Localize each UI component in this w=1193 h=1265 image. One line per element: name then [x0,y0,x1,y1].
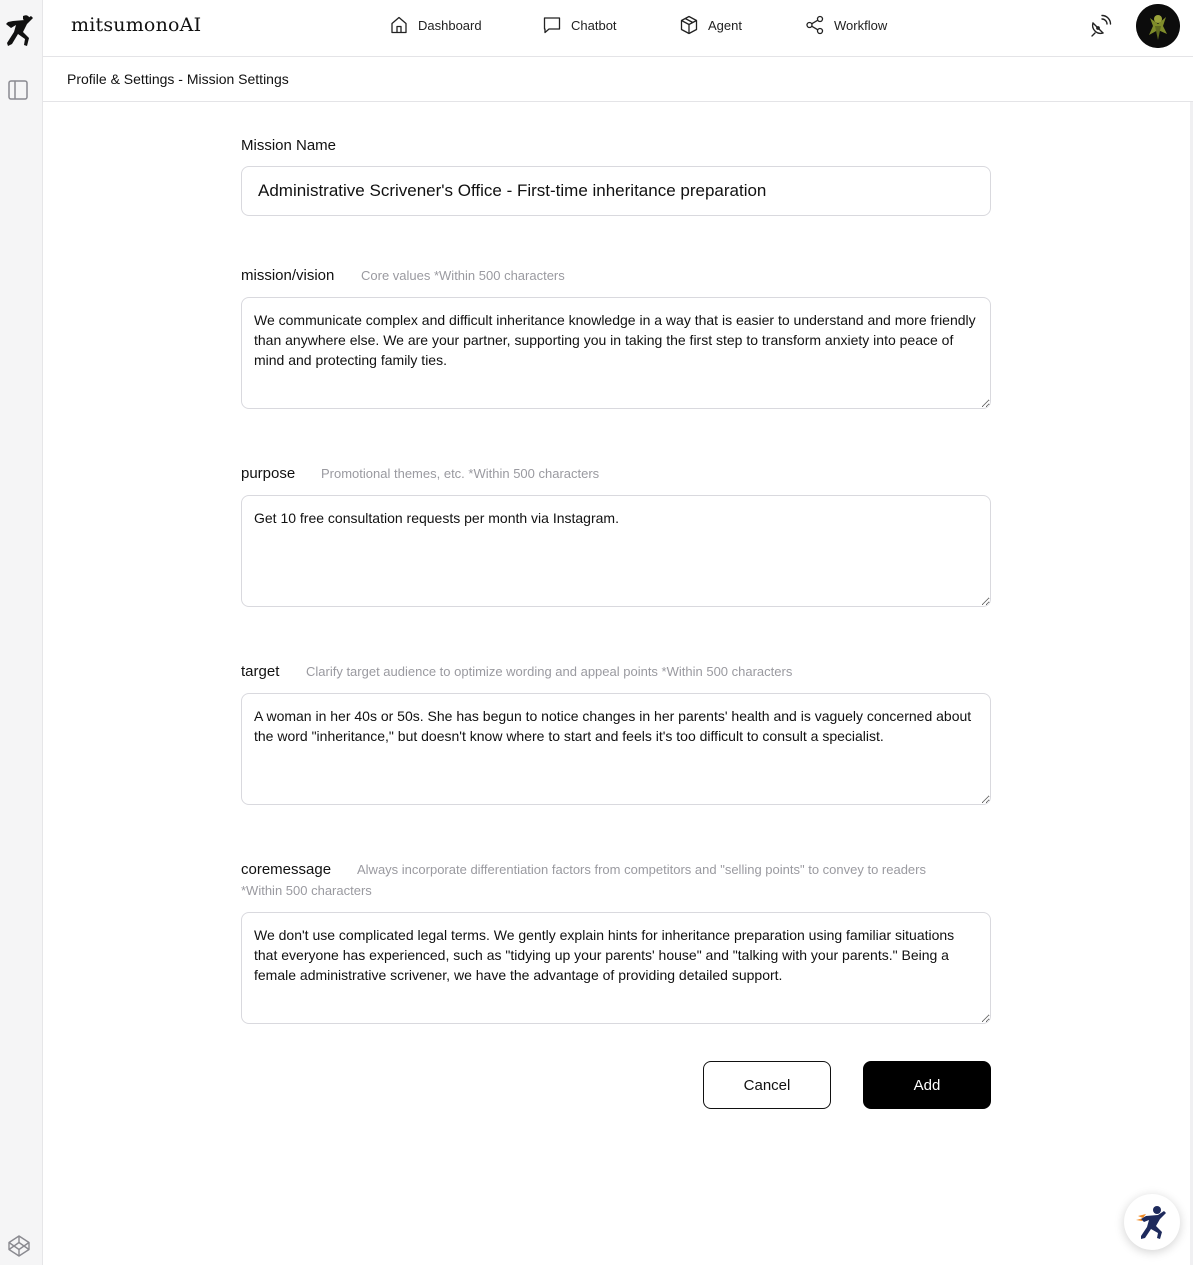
satellite-dish-icon[interactable] [1088,14,1112,38]
top-header [43,0,1193,57]
mission-vision-label: mission/vision [241,267,335,284]
nav-agent-label: Agent [708,17,742,33]
brand-name[interactable]: mitsumonoAI [71,14,202,36]
target-textarea[interactable] [241,693,991,805]
runner-logo-icon[interactable] [3,12,37,48]
breadcrumb: Profile & Settings - Mission Settings [67,71,289,87]
nav-chatbot[interactable] [542,14,632,36]
coremessage-label: coremessage [241,861,332,878]
nav-chatbot-label: Chatbot [571,17,617,33]
purpose-textarea[interactable] [241,495,991,607]
target-label: target [241,663,280,680]
nav-workflow-label: Workflow [834,17,888,33]
breadcrumb-bar [43,57,1193,102]
purpose-hint: Promotional themes, etc. *Within 500 characters [321,466,600,481]
mission-vision-hint: Core values *Within 500 characters [361,268,565,283]
cube-icon [679,15,699,35]
home-icon [389,15,409,35]
coremessage-textarea[interactable] [241,912,991,1024]
purpose-label: purpose [241,465,296,482]
chat-bubble-icon [542,15,562,35]
mission-name-label: Mission Name [241,137,337,154]
mission-vision-textarea[interactable] [241,297,991,409]
target-hint: Clarify target audience to optimize wording and appeal points *Within 500 characters [306,664,793,679]
sidebar-toggle-icon[interactable] [7,79,29,101]
coremessage-hint: Always incorporate differentiation factors from competitors and "selling points" to convey to readers [357,862,926,877]
nav-dashboard-label: Dashboard [418,17,482,33]
codepen-icon[interactable] [7,1234,31,1258]
mission-name-input[interactable] [241,166,991,216]
add-button[interactable]: Add [863,1061,991,1109]
ninja-runner-icon [1132,1202,1172,1242]
nav-workflow[interactable] [805,14,905,36]
cancel-button[interactable]: Cancel [703,1061,831,1109]
nav-dashboard[interactable] [389,14,499,36]
assistant-fab[interactable] [1124,1194,1180,1250]
nav-agent[interactable] [679,14,759,36]
user-avatar[interactable] [1136,4,1180,48]
coremessage-hint-limit: *Within 500 characters [241,883,372,898]
share-nodes-icon [805,15,825,35]
side-rail [0,0,43,1265]
